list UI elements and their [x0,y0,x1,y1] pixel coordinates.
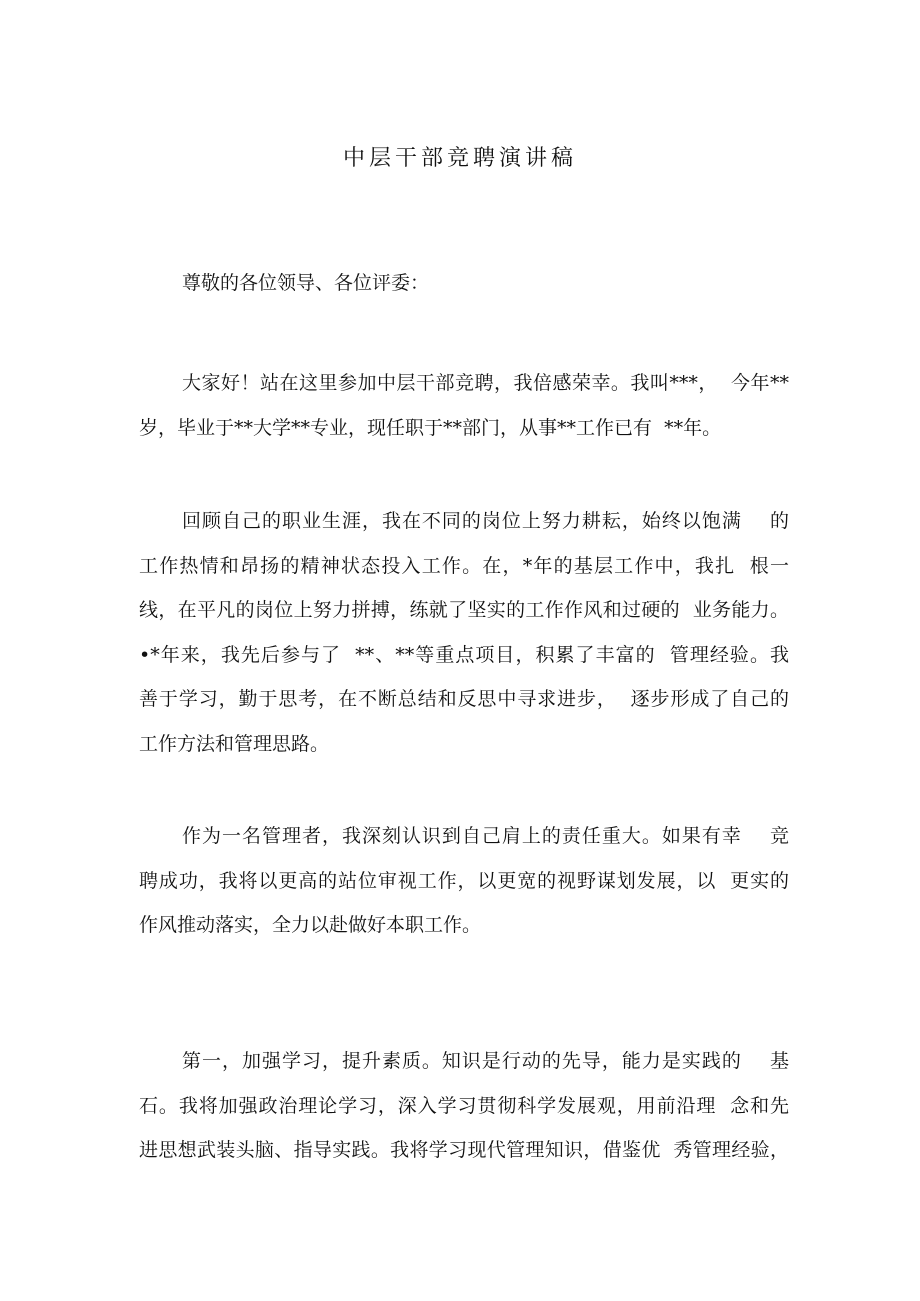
paragraph-career [139,506,789,773]
paragraph-line: 聘成功，我将以更高的站位审视工作，以更宽的视野谋划发展，以 更实的 [139,869,789,892]
paragraph-line: 进思想武装头脑、指导实践。我将学习现代管理知识，借鉴优 秀管理经验， [139,1139,789,1161]
paragraph-line: 作为一名管理者，我深刻认识到自己肩上的责任重大。如果有幸 竞 [182,825,789,847]
salutation: 尊敬的各位领导、各位评委： [182,272,430,294]
paragraph-responsibility [139,821,789,955]
paragraph-line: 大家好！站在这里参加中层干部竞聘，我倍感荣幸。我叫***， 今年** [182,372,789,394]
paragraph-first-point [139,1046,789,1180]
paragraph-line: 工作方法和管理思路。 [139,732,330,755]
paragraph-line: •*年来，我先后参与了 **、**等重点项目，积累了丰富的 管理经验。我 [139,643,789,666]
paragraph-line: 岁，毕业于**大学**专业，现任职于**部门，从事**工作已有 **年。 [139,416,722,439]
paragraph-line: 善于学习，勤于思考，在不断总结和反思中寻求进步， 逐步形成了自己的 [139,688,789,710]
paragraph-line: 线，在平凡的岗位上努力拼搏，练就了坚实的工作作风和过硬的 业务能力。 [139,599,789,621]
paragraph-line: 石。我将加强政治理论学习，深入学习贯彻科学发展观，用前沿理 念和先 [139,1094,789,1117]
paragraph-line: 作风推动落实，全力以赴做好本职工作。 [139,914,482,936]
document-title: 中层干部竞聘演讲稿 [342,146,577,171]
paragraph-line: 回顾自己的职业生涯，我在不同的岗位上努力耕耘，始终以饱满 的 [182,510,789,532]
paragraph-intro [139,368,789,457]
paragraph-line: 第一，加强学习，提升素质。知识是行动的先导，能力是实践的 基 [182,1050,789,1072]
paragraph-line: 工作热情和昂扬的精神状态投入工作。在，*年的基层工作中，我扎 根一 [139,554,789,577]
